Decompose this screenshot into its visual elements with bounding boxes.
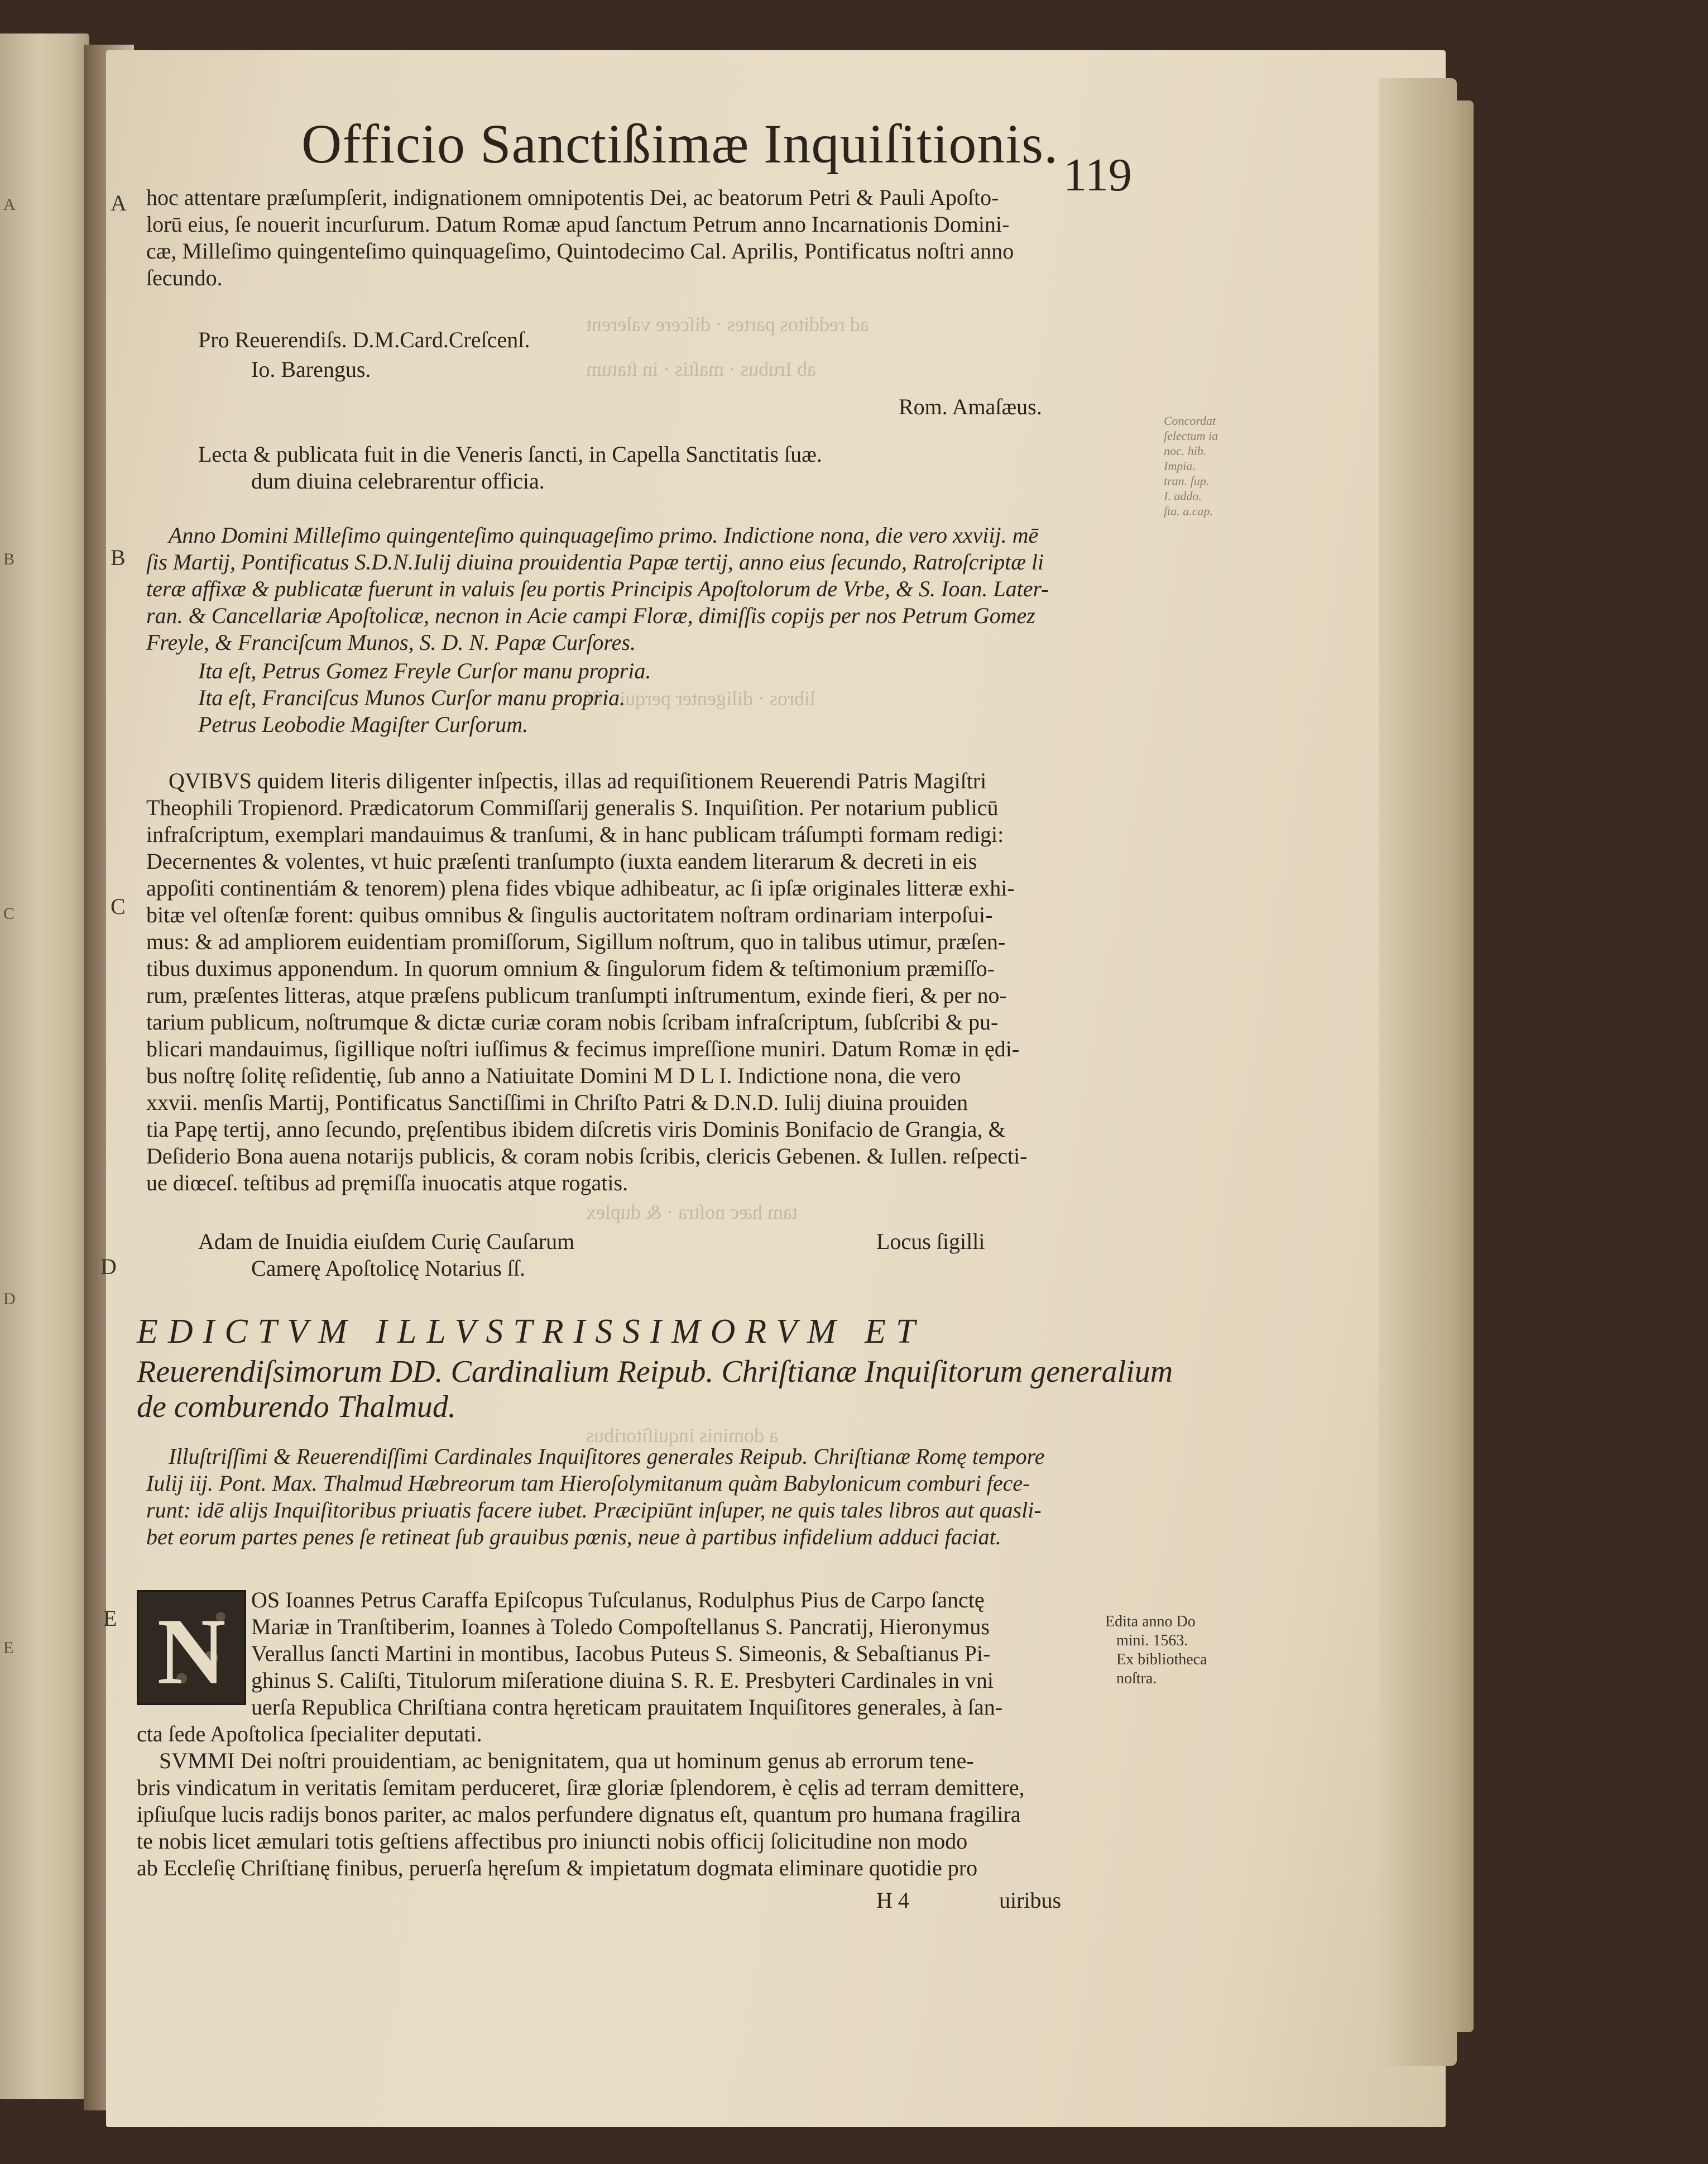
decorated-initial [137,1590,246,1705]
text-line: uerſa Republica Chriſtiana contra hęreticam prauitatem Inquiſitores generales, à ſan- [251,1694,1003,1720]
left-page-edge [0,33,89,2099]
text-line: ab Eccleſię Chriſtianę finibus, peruerſa hęreſum & impietatum dogmata eliminare quotidie pro [137,1855,978,1880]
text-line: Ita eſt, Franciſcus Munos Curſor manu propria. [198,685,626,710]
margin-letter-b: B [111,545,126,570]
text-line: mus: & ad ampliorem euidentiam promiſſorum, Sigillum noſtrum, quo in talibus utimur, præſen- [146,929,1006,954]
text-line: ran. & Cancellariæ Apoſtolicæ, necnon in Acie campi Floræ, dimiſſis copijs per nos Petrum Gomez [146,603,1035,628]
text-line: Freyle, & Franciſcum Munos, S. D. N. Papæ Curſores. [146,630,636,655]
text-line: cta ſede Apoſtolica ſpecialiter deputati. [137,1721,482,1746]
notary-signature [198,1228,574,1282]
text-line: mini. 1563. [1116,1632,1188,1649]
margin-letter-d: D [100,1254,117,1279]
page-header-title: Officio Sanctißimæ Inquiſitionis. [301,113,1059,175]
left-page-letter: D [3,1290,16,1308]
text-line: Camerę Apoſtolicę Notarius ſſ. [251,1256,525,1281]
text-line: Adam de Inuidia eiuſdem Curię Cauſarum [198,1229,575,1254]
margin-letter-e: E [103,1606,117,1631]
text-line: teræ affixæ & publicatæ fuerunt in valuis ſeu portis Principis Apoſtolorum de Vrbe, & S. Ioan. Later- [146,576,1049,601]
signature-right: Rom. Amaſæus. [899,394,1042,419]
paragraph-a [146,184,1014,291]
text-line: QVIBVS quidem literis diligenter inſpectis, illas ad requiſitionem Reuerendi Patris Magiſtri [169,768,987,793]
page-stack-edge [1379,78,1457,2066]
text-line: blicari mandauimus, ſigillique noſtri iuſſimus & fecimus impreſſione muniri. Datum Romæ in ędi- [146,1036,1020,1061]
text-line: te nobis licet æmulari totis geſtiens affectibus pro iniuncti nobis officij ſolicitudine non modo [137,1828,968,1854]
edict-heading: EDICTVM ILLVSTRISSIMORVM ET [137,1313,925,1351]
text-line: Mariæ in Tranſtiberim, Ioannes à Toledo Compoſtellanus S. Pancratij, Hieronymus [251,1614,990,1639]
left-page-letter: C [3,904,15,923]
initial-letter: N [157,1599,226,1704]
paragraph-b [146,522,1049,656]
text-line: ſis Martij, Pontificatus S.D.N.Iulij diuina prouidentia Papæ tertij, anno eius ſecundo, Ratroſcriptæ li [146,549,1044,574]
margin-sidenote [1105,1612,1207,1688]
text-line: Ita eſt, Petrus Gomez Freyle Curſor manu propria. [198,658,651,683]
text-line: tarium publicum, noſtrumque & dictæ curiæ coram nobis ſcribam infraſcriptum, ſubſcribi & pu- [146,1009,999,1035]
catchword: uiribus [999,1888,1062,1913]
edict-summary [146,1443,1044,1550]
text-line: Anno Domini Milleſimo quingenteſimo quinquageſimo primo. Indictione nona, die vero xxviij. mē [169,523,1039,548]
text-line: tia Papę tertij, anno ſecundo, pręſentibus ibidem diſcretis viris Dominis Bonifacio de Grangia, & [146,1117,1006,1142]
left-page-letter: E [3,1639,14,1657]
attestations [198,658,651,738]
text-line: ipſiuſque lucis radijs bonos pariter, ac malos perfundere dignatus eſt, quantum pro humana fragilira [137,1802,1021,1827]
text-line: ghinus S. Caliſti, Titulorum miſeratione diuina S. R. E. Presbyteri Cardinales in vni [251,1668,994,1693]
text-line: tibus duximus apponendum. In quorum omnium & ſingulorum fidem & teſtimonium præmiſſo- [146,956,995,981]
signature-under: Io. Barengus. [251,357,371,382]
margin-letter-c: C [111,894,126,919]
text-line: cæ, Milleſimo quingenteſimo quinquageſimo, Quintodecimo Cal. Aprilis, Pontificatus noſtri anno [146,238,1014,264]
text-line: Theophili Tropienord. Prædicatorum Commiſſarij generalis S. Inquiſition. Per notarium publicū [146,795,999,820]
signature-mark: H 4 [876,1888,909,1913]
page-number: 119 [1063,149,1132,201]
margin-letter-a: A [111,190,127,216]
text-line: xxvii. menſis Martij, Pontificatus Sanctiſſimi in Chriſto Patri & D.N.D. Iulij diuina prouiden [146,1090,968,1115]
text-line: appoſiti continentiám & tenorem) plena fides vbique adhibeatur, ac ſi ipſæ originales litteræ exhi- [146,875,1015,901]
signature-left: Pro Reuerendiſs. D.M.Card.Creſcenſ. [198,327,530,352]
page-stack-edge-outer [1446,100,1474,2032]
text-line: dum diuina celebrarentur officia. [251,468,545,494]
text-line: Deſiderio Bona auena notarijs publicis, & coram nobis ſcribis, clericis Gebenen. & Iullen. reſpecti- [146,1143,1028,1169]
text-line: Lecta & publicata fuit in die Veneris ſancti, in Capella Sanctitatis ſuæ. [198,442,822,467]
text-line: noſtra. [1116,1670,1157,1687]
paragraph-e-indented [251,1587,1002,1721]
text-line: OS Ioannes Petrus Caraffa Epiſcopus Tuſculanus, Rodulphus Pius de Carpo ſanctę [251,1587,985,1612]
text-line: Iulij iij. Pont. Max. Thalmud Hæbreorum tam Hieroſolymitanum quàm Babylonicum comburi fece- [146,1471,1030,1496]
text-line: bitæ vel oſtenſæ forent: quibus omnibus & ſingulis auctoritatem noſtram ordinariam interpoſui- [146,902,993,927]
lecta-note [198,441,822,495]
text-line: rum, præſentes litteras, atque præſens publicum tranſumpti inſtrumentum, exinde fieri, & per no- [146,983,1007,1008]
edict-subheading: Reuerendiſsimorum DD. Cardinalium Reipub. Chriſtianæ Inquiſitorum generalium [137,1354,1173,1389]
text-line: ue diœceſ. teſtibus ad pręmiſſa inuocatis atque rogatis. [146,1170,628,1195]
text-line: infraſcriptum, exemplari mandauimus & tranſumi, & in hanc publicam tráſumpti formam redigi: [146,822,1004,847]
text-line: Edita anno Do [1105,1613,1196,1630]
left-page-letter: A [3,195,16,214]
text-line: bet eorum partes penes ſe retineat ſub grauibus pœnis, neue à partibus infidelium adduci faciat. [146,1524,1001,1549]
text-line: SVMMI Dei noſtri prouidentiam, ac benignitatem, qua ut hominum genus ab errorum tene- [159,1748,974,1773]
text-line: runt: idē alijs Inquiſitoribus priuatis facere iubet. Præcipiūnt inſuper, ne quis tales libros aut quasli- [146,1497,1042,1523]
text-line: hoc attentare præſumpſerit, indignationem omnipotentis Dei, ac beatorum Petri & Pauli Apoſto- [146,185,999,210]
text-line: Ex bibliotheca [1116,1651,1207,1668]
text-line: ſecundo. [146,265,223,290]
text-line: bris vindicatum in veritatis ſemitam perduceret, ſiræ gloriæ ſplendorem, è cęlis ad terram demittere, [137,1775,1025,1800]
text-line: lorū eius, ſe nouerit incurſurum. Datum Romæ apud ſanctum Petrum anno Incarnationis Domini- [146,212,1010,237]
text-line: bus noſtrę ſolitę reſidentię, ſub anno a Natiuitate Domini M D L I. Indictione nona, die vero [146,1063,961,1088]
seal-location: Locus ſigilli [876,1229,985,1254]
text-line: Decernentes & volentes, vt huic præſenti tranſumpto (iuxta eandem literarum & decreti in eis [146,849,977,874]
text-line: Illuſtriſſimi & Reuerendiſſimi Cardinales Inquiſitores generales Reipub. Chriſtianæ Romę tempore [169,1444,1045,1469]
text-line: Verallus ſancti Martini in montibus, Iacobus Puteus S. Simeonis, & Sebaſtianus Pi- [251,1641,991,1666]
bleed-note: Concordat ſelectum ia noc. hib. Impia. tran. ſup. I. addo. ſta. a.cap. [1164,414,1218,518]
left-page-letter: B [3,550,15,568]
paragraph-e [137,1721,1025,1881]
edict-subheading-2: de comburendo Thalmud. [137,1390,456,1424]
paragraph-c [146,768,1027,1196]
text-line: Petrus Leobodie Magiſter Curſorum. [198,712,529,737]
